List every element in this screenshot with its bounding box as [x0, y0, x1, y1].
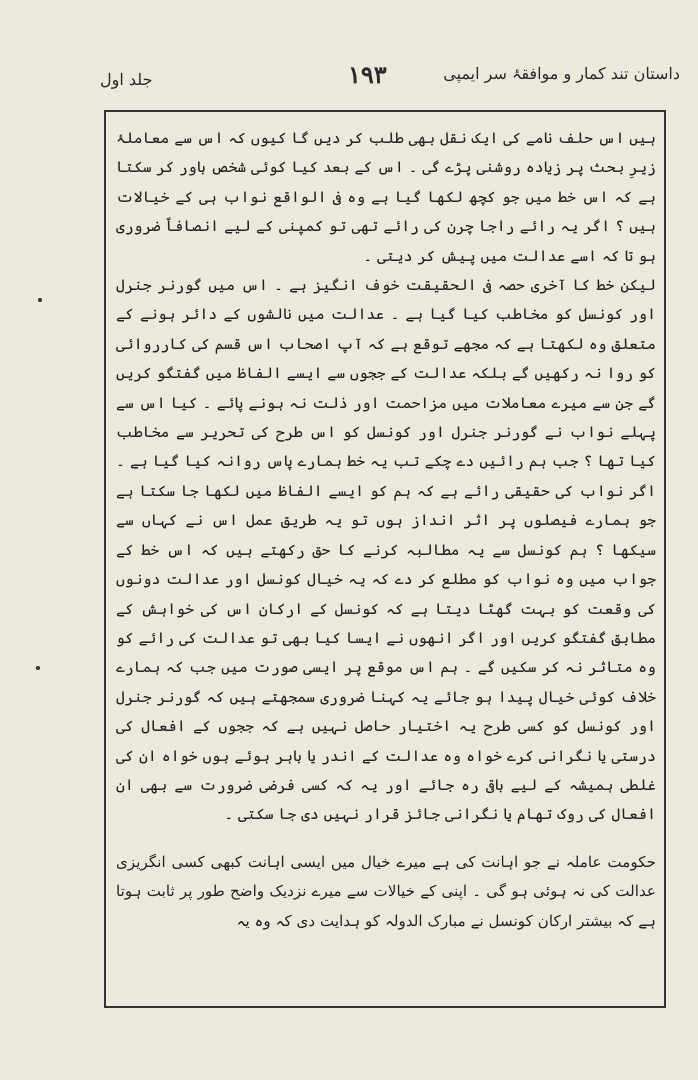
- body-text: [116, 124, 656, 936]
- volume-label: جلد اول: [100, 70, 153, 89]
- paragraph-3: حکومت عاملہ نے جو اہانت کی ہے میرے خیال میں ایسی اہانت کبھی کسی انگریزی عدالت کی نہ ہوئی ہو گی ۔ اپنی کے خیالات سے میرے نزدیک واضح طور پر ثابت ہوتا ہے کہ بیشتر ارکان کونسل نے مبارک الدولہ کو ہدایت دی کہ وہ یہ: [116, 852, 656, 930]
- page-header: [100, 60, 680, 110]
- running-title: داستان تند کمار و موافقۂ سر ایمپی: [443, 64, 680, 83]
- paragraph-2: لیکن خط کا آخری حصہ فی الحقیقت خوف انگیز ہے ۔ اس میں گورنر جنرل اور کونسل کو مخاطب کیا گیا ہے ۔ عدالت میں نالشوں کے دائر ہونے کے متعلق وہ لکھتا ہے کہ مجھے توقع ہے کہ آپ اصحاب اس قسم کی کارروائی کو روا نہ رکھیں گے بلکہ عدالت کے ججوں سے ایسے الفاظ میں گفتگو کریں گے جن سے میرے معاملات میں مزاحمت اور ذلت نہ ہونے پائے ۔ کیا اس سے پہلے نواب نے گورنر جنرل اور کونسل کو اس طرح کی تحریر سے مخاطب کیا تھا ؟ جب ہم رائیں دے چکے تب یہ خط ہمارے پاس روانہ کیا گیا ہے ۔ اگر نواب کی حقیقی رائے ہے کہ ہم کو ایسے الفاظ میں لکھا جا سکتا ہے جو ہمارے فیصلوں پر اثر انداز ہوں تو یہ طریق عمل اس نے کہاں سے سیکھا ؟ ہم کونسل سے یہ مطالبہ کرنے کا حق رکھتے ہیں کہ اس خط کے جواب میں وہ نواب کو مطلع کر دے کہ یہ خیال کونسل اور عدالت دونوں کی وقعت کو بہت گھٹا دیتا ہے کہ کونسل کے ارکان اس کی خواہش کے مطابق گفتگو کریں اور اگر انھوں نے ایسا کیا بھی تو عدالت کی رائے کو وہ متاثر نہ کر سکیں گے ۔ ہم اس موقع پر ایسی صورت میں جب کہ ہمارے خلاف کوئی خیال پیدا ہو جائے یہ کہنا ضروری سمجھتے ہیں کہ گورنر جنرل اور کونسل کو کسی طرح یہ اختیار حاصل نہیں ہے کہ ججوں کے افعال کی درستی یا نگرانی کرے خواہ وہ عدالت کے اندر یا باہر ہوئے ہوں خواہ ان کی غلطی ہمیشہ کے لیے باقی رہ جائے اور یہ کہ کسی فرضی ضرورت سے بھی ان افعال کی روک تھام یا نگرانی جائز قرار نہیں دی جا سکتی ۔: [116, 276, 656, 824]
- page-number: ۱۹۳: [348, 60, 387, 89]
- margin-dot: [36, 666, 40, 670]
- paragraph-1: ہیں اس حلف نامے کی ایک نقل بھی طلب کر دیں گا کیوں کہ اس سے معاملۂ زیرِ بحث پر زیادہ روشنی پڑے گی ۔ اس کے بعد کیا کوئی شخص باور کر سکتا ہے کہ اس خط میں جو کچھ لکھا گیا ہے وہ فی الواقع نواب ہی کے خیالات ہیں ؟ اگر یہ رائے راجا چرن کی رائے تھی تو کمپنی کے لیے انصافاً ضروری ہو تا کہ اسے عدالت میں پیش کر دیتی ۔: [116, 129, 656, 265]
- margin-dot: [38, 298, 42, 302]
